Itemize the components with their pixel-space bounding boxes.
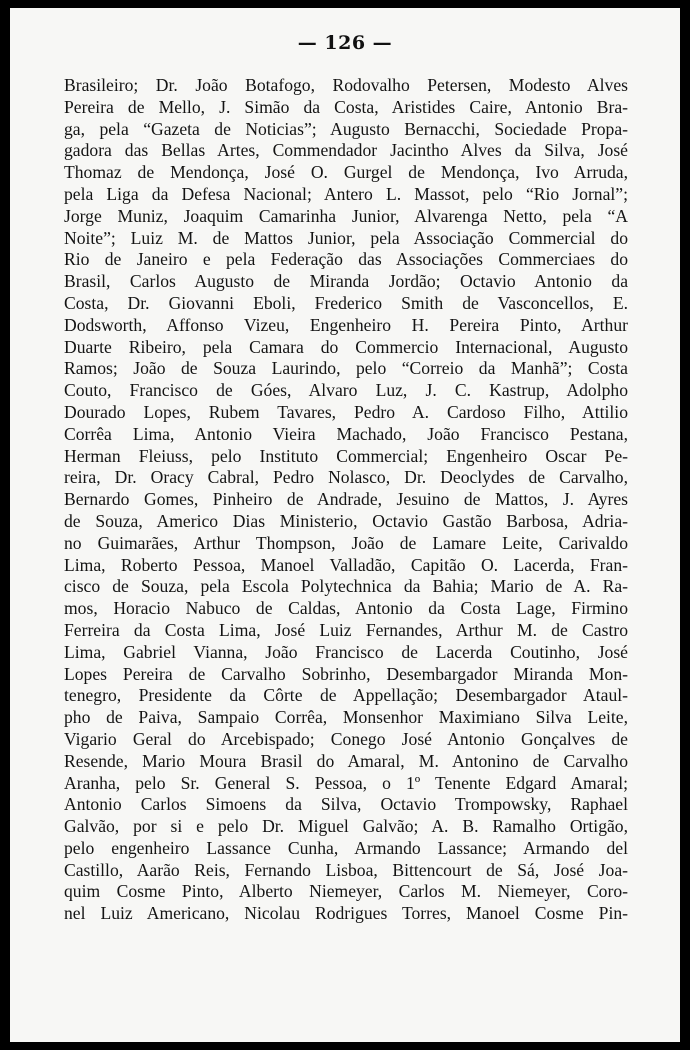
- text-line: tenegro, Presidente da Côrte de Appellação; Desembargador Ataul-: [64, 685, 628, 706]
- page-number-header: — 126 —: [297, 32, 393, 54]
- text-line: Brasil, Carlos Augusto de Miranda Jordão; Octavio Antonio da: [64, 271, 628, 292]
- text-line: ga, pela “Gazeta de Noticias”; Augusto Bernacchi, Sociedade Propa-: [64, 118, 628, 139]
- text-line: cisco de Souza, pela Escola Polytechnica da Bahia; Mario de A. Ra-: [64, 576, 628, 597]
- text-line: Noite”; Luiz M. de Mattos Junior, pela Associação Commercial do: [64, 227, 628, 248]
- book-page: [10, 8, 680, 1042]
- text-line: Dourado Lopes, Rubem Tavares, Pedro A. Cardoso Filho, Attilio: [64, 401, 628, 422]
- text-line: pelo engenheiro Lassance Cunha, Armando Lassance; Armando del: [64, 837, 628, 858]
- text-line: Herman Fleiuss, pelo Instituto Commercial; Engenheiro Oscar Pe-: [64, 445, 628, 466]
- text-line: quim Cosme Pinto, Alberto Niemeyer, Carlos M. Niemeyer, Coro-: [64, 881, 628, 902]
- text-line: Bernardo Gomes, Pinheiro de Andrade, Jesuino de Mattos, J. Ayres: [64, 489, 628, 510]
- text-line: Dodsworth, Affonso Vizeu, Engenheiro H. Pereira Pinto, Arthur: [64, 314, 628, 335]
- text-line: pho de Paiva, Sampaio Corrêa, Monsenhor Maximiano Silva Leite,: [64, 707, 628, 728]
- text-line: nel Luiz Americano, Nicolau Rodrigues Torres, Manoel Cosme Pin-: [64, 903, 628, 924]
- text-line: Resende, Mario Moura Brasil do Amaral, M. Antonino de Carvalho: [64, 750, 628, 771]
- text-line: Jorge Muniz, Joaquim Camarinha Junior, Alvarenga Netto, pela “A: [64, 205, 628, 226]
- text-line: no Guimarães, Arthur Thompson, João de Lamare Leite, Carivaldo: [64, 532, 628, 553]
- text-line: Aranha, pelo Sr. General S. Pessoa, o 1º Tenente Edgard Amaral;: [64, 772, 628, 793]
- text-line: Castillo, Aarão Reis, Fernando Lisboa, Bittencourt de Sá, José Joa-: [64, 859, 628, 880]
- text-line: Ramos; João de Souza Laurindo, pelo “Correio da Manhã”; Costa: [64, 358, 628, 379]
- text-line: Ferreira da Costa Lima, José Luiz Fernandes, Arthur M. de Castro: [64, 619, 628, 640]
- text-line: Galvão, por si e pelo Dr. Miguel Galvão; A. B. Ramalho Ortigão,: [64, 816, 628, 837]
- text-line: Vigario Geral do Arcebispado; Conego José Antonio Gonçalves de: [64, 728, 628, 749]
- text-line: gadora das Bellas Artes, Commendador Jacintho Alves da Silva, José: [64, 140, 628, 161]
- body-text: [64, 75, 628, 925]
- text-line: Rio de Janeiro e pela Federação das Associações Commerciaes do: [64, 249, 628, 270]
- text-line: Lima, Gabriel Vianna, João Francisco de Lacerda Coutinho, José: [64, 641, 628, 662]
- text-line: Brasileiro; Dr. João Botafogo, Rodovalho Petersen, Modesto Alves: [64, 75, 628, 95]
- text-line: pela Liga da Defesa Nacional; Antero L. Massot, pelo “Rio Jornal”;: [64, 183, 628, 204]
- text-line: mos, Horacio Nabuco de Caldas, Antonio da Costa Lage, Firmino: [64, 598, 628, 619]
- text-line: Lopes Pereira de Carvalho Sobrinho, Desembargador Miranda Mon-: [64, 663, 628, 684]
- text-line: Couto, Francisco de Góes, Alvaro Luz, J. C. Kastrup, Adolpho: [64, 380, 628, 401]
- text-line: de Souza, Americo Dias Ministerio, Octavio Gastão Barbosa, Adria-: [64, 510, 628, 531]
- text-line: Duarte Ribeiro, pela Camara do Commercio Internacional, Augusto: [64, 336, 628, 357]
- text-line: reira, Dr. Oracy Cabral, Pedro Nolasco, Dr. Deoclydes de Carvalho,: [64, 467, 628, 488]
- text-line: Costa, Dr. Giovanni Eboli, Frederico Smith de Vasconcellos, E.: [64, 292, 628, 313]
- text-line: Lima, Roberto Pessoa, Manoel Valladão, Capitão O. Lacerda, Fran-: [64, 554, 628, 575]
- text-line: Pereira de Mello, J. Simão da Costa, Aristides Caire, Antonio Bra-: [64, 96, 628, 117]
- text-line: Thomaz de Mendonça, José O. Gurgel de Mendonça, Ivo Arruda,: [64, 162, 628, 183]
- text-line: Antonio Carlos Simoens da Silva, Octavio Trompowsky, Raphael: [64, 794, 628, 815]
- text-line: Corrêa Lima, Antonio Vieira Machado, João Francisco Pestana,: [64, 423, 628, 444]
